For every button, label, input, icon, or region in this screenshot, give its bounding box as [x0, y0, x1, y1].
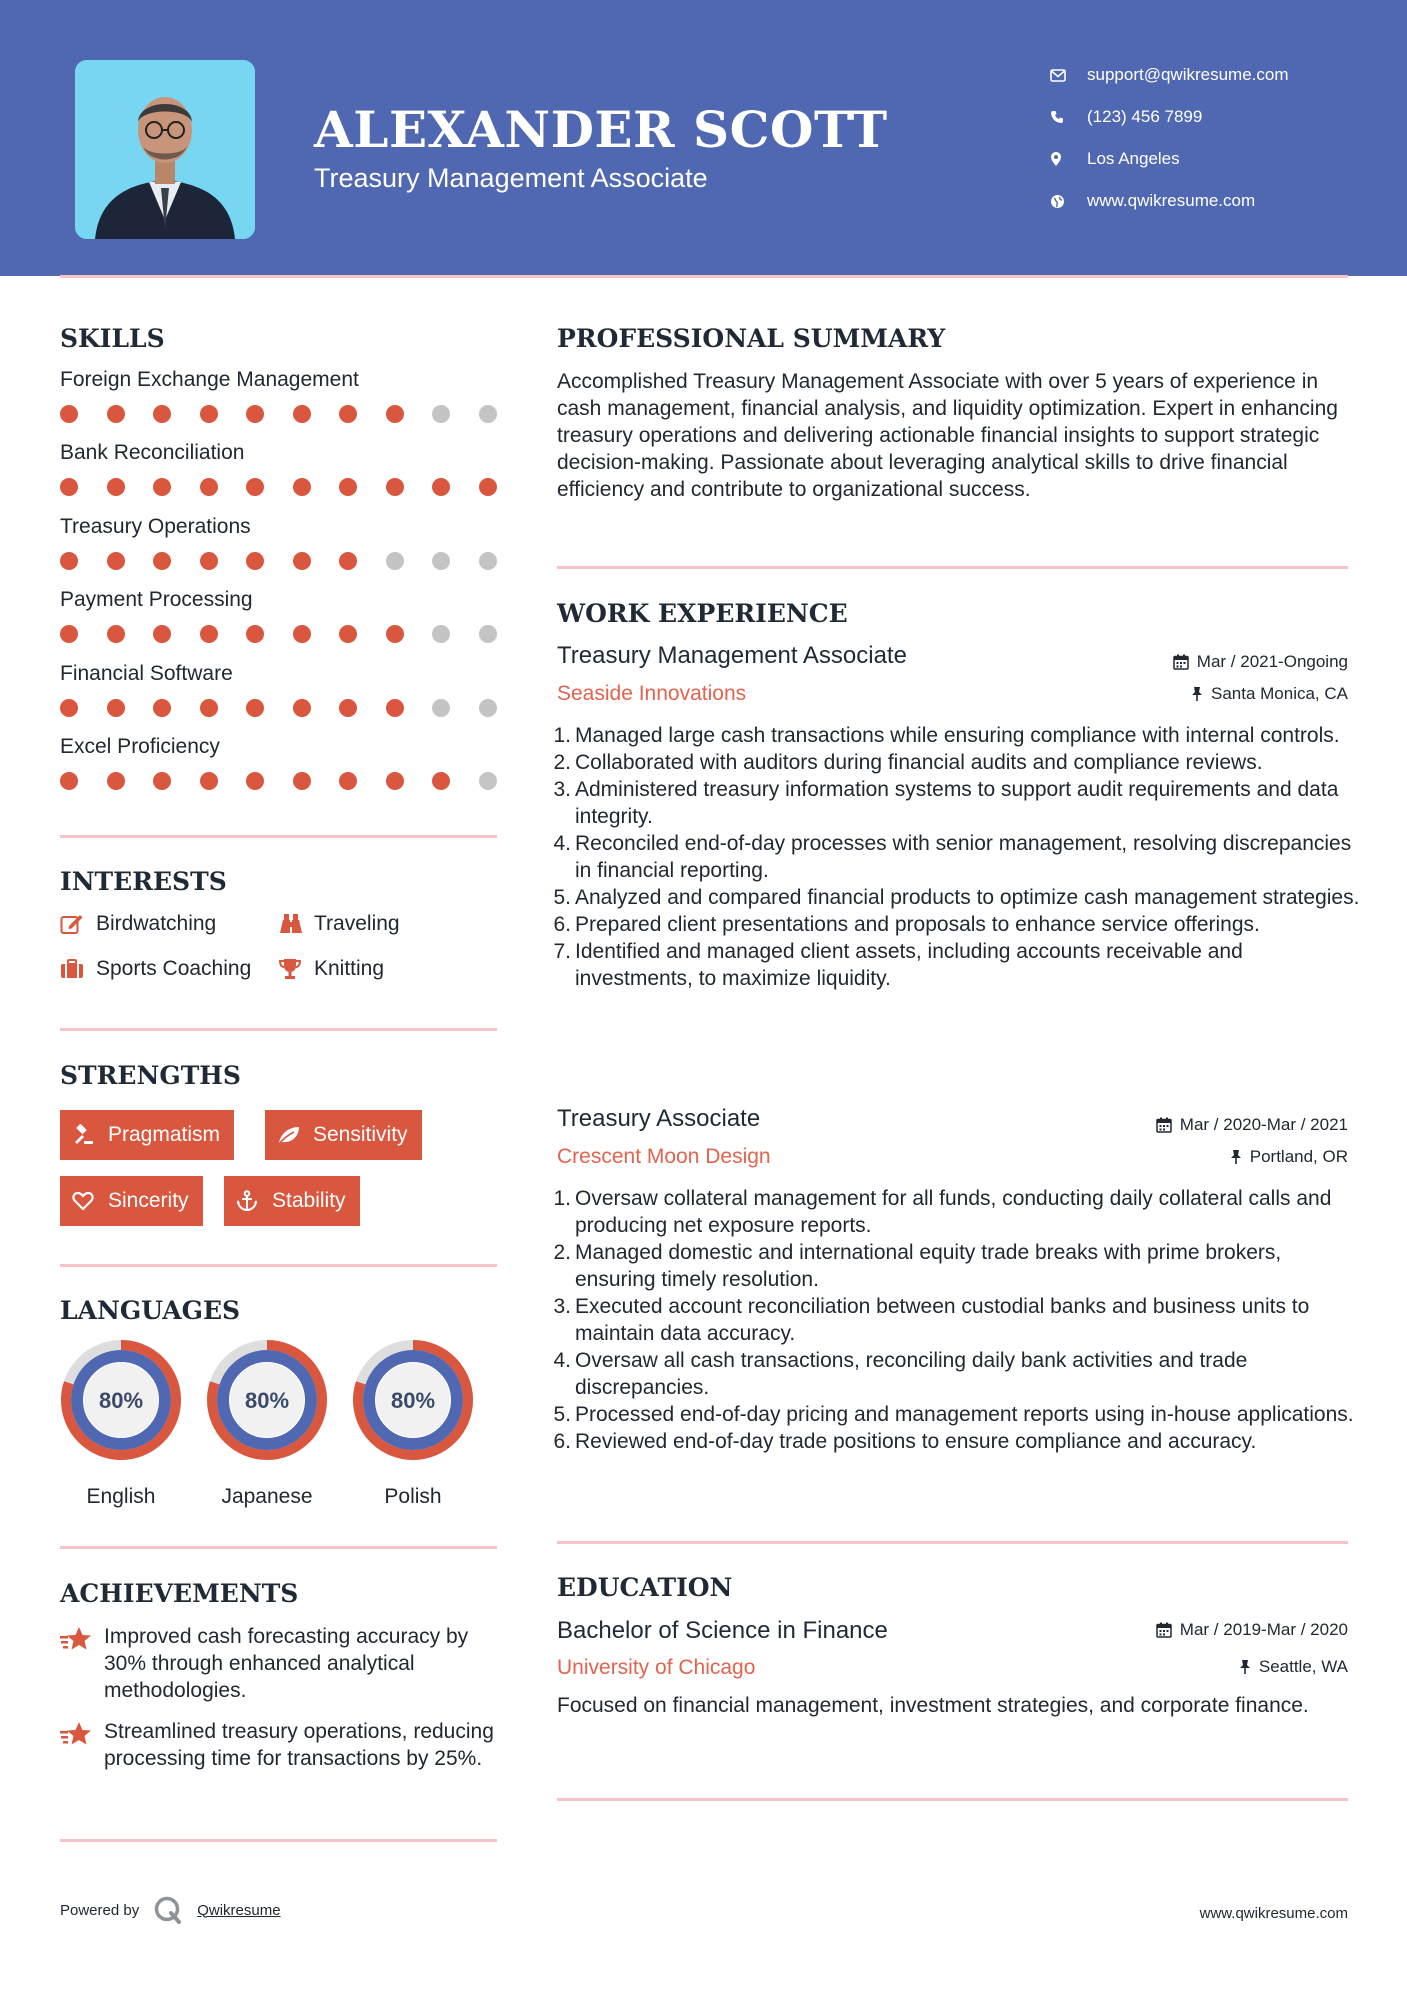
skill-level-dot	[107, 625, 125, 643]
job-bullet: 7. Identified and managed client assets, including accounts receivable and investments, to maximize liquidity.	[575, 938, 1360, 992]
skill-level-dot	[246, 699, 264, 717]
skill-level-dot	[479, 625, 497, 643]
anchor-icon	[236, 1190, 272, 1212]
job-bullet: 3. Administered treasury information systems to support audit requirements and data integrity.	[575, 776, 1360, 830]
job-bullet: 4. Oversaw all cash transactions, reconciling daily bank activities and trade discrepancies.	[575, 1347, 1360, 1401]
strengths-divider	[60, 1264, 497, 1267]
contact-location	[1050, 138, 1390, 180]
skill-level-dot	[479, 552, 497, 570]
interest-item	[278, 957, 384, 981]
skill-name: Treasury Operations	[60, 514, 251, 538]
globe-icon	[1050, 194, 1087, 209]
skill-level-dot	[339, 405, 357, 423]
skill-name: Financial Software	[60, 661, 233, 685]
strength-chip	[224, 1176, 360, 1226]
achievement-item	[60, 1623, 500, 1704]
interest-item	[278, 912, 400, 936]
resume-header	[0, 0, 1407, 276]
strength-label: Pragmatism	[108, 1123, 221, 1146]
phone-icon	[1050, 110, 1087, 124]
qwikresume-logo-icon	[153, 1895, 183, 1925]
education-text: Focused on financial management, investment strategies, and corporate finance.	[557, 1694, 1309, 1717]
skill-level-dot	[60, 772, 78, 790]
person-portrait-icon	[75, 60, 255, 239]
language-progress-ring	[59, 1338, 183, 1462]
header-divider	[60, 275, 1348, 278]
job-date-text: Mar / 2020-Mar / 2021	[1179, 1115, 1348, 1134]
job-date	[1173, 652, 1348, 672]
language-progress-ring	[205, 1338, 329, 1462]
skill-level-dot	[432, 478, 450, 496]
calendar-icon	[1173, 654, 1189, 670]
language-percent: 80%	[244, 1388, 290, 1413]
skill-level-dot	[246, 405, 264, 423]
job-location	[1230, 1147, 1348, 1167]
strength-chip	[265, 1110, 422, 1160]
language-name: Polish	[384, 1485, 442, 1508]
skill-level-dot	[153, 625, 171, 643]
footer-url[interactable]: www.qwikresume.com	[1199, 1905, 1348, 1922]
trophy-icon	[278, 958, 314, 980]
language-percent: 80%	[390, 1388, 436, 1413]
job-location-text: Santa Monica, CA	[1210, 684, 1348, 703]
job-bullet-text: Analyzed and compared financial products to optimize cash management strategies.	[575, 886, 1360, 909]
skill-level-dot	[153, 699, 171, 717]
education-date	[1156, 1620, 1348, 1640]
summary-text: Accomplished Treasury Management Associate with over 5 years of experience in cash management, financial analysis, and liquidity optimization. Expert in enhancing treasury operations and delivering actionable financial insights to support strategic decision-making. Passionate about leveraging analytical skills to drive financial efficiency and contribute to organizational success.	[557, 370, 1338, 501]
job-bullet: 3. Executed account reconciliation between custodial banks and business units to maintain data accuracy.	[575, 1293, 1360, 1347]
interests-divider	[60, 1028, 497, 1031]
contact-phone[interactable]	[1050, 96, 1390, 138]
skill-level-dot	[339, 772, 357, 790]
pushpin-icon	[1239, 1659, 1251, 1675]
skill-level-dot	[60, 478, 78, 496]
profile-photo	[75, 60, 255, 239]
language-name: English	[86, 1485, 156, 1508]
summary-divider	[557, 566, 1348, 569]
skill-level-dot	[386, 625, 404, 643]
education-heading: EDUCATION	[557, 1573, 733, 1602]
map-marker-icon	[1050, 151, 1087, 167]
skill-name: Bank Reconciliation	[60, 441, 245, 465]
education-location-text: Seattle, WA	[1258, 1657, 1348, 1676]
job-bullet-text: Oversaw all cash transactions, reconciling daily bank activities and trade discrepancies.	[575, 1349, 1248, 1399]
contact-website-text: www.qwikresume.com	[1087, 191, 1256, 210]
skill-level-dot	[386, 405, 404, 423]
job-bullet-text: Oversaw collateral management for all funds, conducting daily collateral calls and producing net exposure reports.	[575, 1187, 1332, 1237]
job-company: Crescent Moon Design	[557, 1145, 771, 1168]
languages-divider	[60, 1546, 497, 1549]
interest-label: Knitting	[314, 957, 385, 980]
skill-level-dot	[479, 478, 497, 496]
gavel-icon	[72, 1124, 108, 1146]
contact-phone-text: (123) 456 7899	[1087, 107, 1203, 126]
skill-level-dot	[479, 405, 497, 423]
education-degree: Bachelor of Science in Finance	[557, 1617, 888, 1644]
skills-heading: SKILLS	[60, 324, 165, 353]
skill-level-dot	[293, 625, 311, 643]
skill-level-dot	[60, 405, 78, 423]
job-bullet-text: Managed domestic and international equity trade breaks with prime brokers, ensuring timely resolution.	[575, 1241, 1282, 1291]
skill-level-dot	[107, 405, 125, 423]
pencil-square-icon	[60, 913, 96, 935]
job-location-text: Portland, OR	[1249, 1147, 1348, 1166]
skill-level-dot	[200, 405, 218, 423]
skill-level-dot	[432, 625, 450, 643]
language-item	[59, 1338, 183, 1508]
skill-level-dot	[432, 405, 450, 423]
skill-level-dot	[386, 699, 404, 717]
skill-level-dot	[107, 552, 125, 570]
contact-email[interactable]	[1050, 54, 1390, 96]
skills-divider	[60, 835, 497, 838]
strengths-heading: STRENGTHS	[60, 1061, 241, 1090]
skill-level-dot	[293, 405, 311, 423]
job-bullet: 5. Analyzed and compared financial products to optimize cash management strategies.	[553, 886, 1360, 909]
interest-label: Traveling	[314, 912, 400, 935]
job-bullet: 5. Processed end-of-day pricing and management reports using in-house applications.	[575, 1401, 1360, 1428]
job-bullet: 1. Oversaw collateral management for all funds, conducting daily collateral calls and producing net exposure reports.	[575, 1185, 1360, 1239]
job-bullet-text: Collaborated with auditors during financial audits and compliance reviews.	[575, 751, 1263, 774]
skill-level-dot	[293, 772, 311, 790]
skill-level-dot	[479, 699, 497, 717]
job-bullet-list	[553, 1185, 1360, 1455]
language-name: Japanese	[221, 1485, 313, 1508]
skill-level-dot	[339, 478, 357, 496]
job-location	[1191, 684, 1348, 704]
powered-by-text: Powered by	[60, 1901, 140, 1919]
skill-level-dot	[153, 772, 171, 790]
language-item	[351, 1338, 475, 1508]
candidate-title: Treasury Management Associate	[314, 163, 708, 193]
skill-level-dot	[293, 478, 311, 496]
skill-level-dot	[293, 552, 311, 570]
skill-level-dot	[432, 772, 450, 790]
star-award-icon	[60, 1720, 94, 1753]
education-location	[1239, 1657, 1348, 1677]
briefcase-icon	[60, 959, 96, 979]
job-date-text: Mar / 2021-Ongoing	[1196, 652, 1348, 671]
job-bullet: 6. Prepared client presentations and proposals to enhance service offerings.	[575, 911, 1360, 938]
skill-level-dot	[386, 478, 404, 496]
binoculars-icon	[278, 913, 314, 935]
skill-level-dot	[432, 699, 450, 717]
skill-level-dot	[246, 552, 264, 570]
job-bullet: 1. Managed large cash transactions while ensuring compliance with internal controls.	[575, 722, 1360, 749]
job-bullet-text: Reconciled end-of-day processes with senior management, resolving discrepancies in financial reporting.	[575, 832, 1352, 882]
envelope-icon	[1050, 69, 1087, 82]
job-bullet-text: Prepared client presentations and proposals to enhance service offerings.	[575, 913, 1260, 936]
job-date	[1156, 1115, 1348, 1135]
skill-level-dot	[153, 405, 171, 423]
education-school: University of Chicago	[557, 1656, 756, 1679]
interest-label: Sports Coaching	[96, 957, 252, 980]
summary-heading: PROFESSIONAL SUMMARY	[557, 324, 946, 353]
achievement-text: Streamlined treasury operations, reducing processing time for transactions by 25%.	[104, 1720, 494, 1770]
pushpin-icon	[1191, 686, 1203, 702]
skill-level-dot	[107, 699, 125, 717]
job-role: Treasury Associate	[557, 1105, 761, 1132]
qwikresume-link[interactable]: Qwikresume	[197, 1901, 281, 1919]
job-bullet-text: Executed account reconciliation between custodial banks and business units to maintain data accuracy.	[575, 1295, 1310, 1345]
skill-level-dot	[293, 699, 311, 717]
skill-level-dot	[60, 625, 78, 643]
experience-heading: WORK EXPERIENCE	[557, 599, 848, 628]
job-bullet-text: Processed end-of-day pricing and management reports using in-house applications.	[575, 1403, 1354, 1426]
job-bullet: 2. Collaborated with auditors during financial audits and compliance reviews.	[575, 749, 1360, 776]
skill-level-dot	[153, 552, 171, 570]
language-progress-ring	[351, 1338, 475, 1462]
skill-level-dot	[107, 772, 125, 790]
skill-level-dot	[339, 625, 357, 643]
job-bullet: 4. Reconciled end-of-day processes with senior management, resolving discrepancies in financial reporting.	[575, 830, 1360, 884]
job-bullet-text: Identified and managed client assets, including accounts receivable and investments, to maximize liquidity.	[575, 940, 1243, 990]
education-date-text: Mar / 2019-Mar / 2020	[1179, 1620, 1348, 1639]
skill-level-dot	[479, 772, 497, 790]
contact-location-text: Los Angeles	[1087, 149, 1180, 168]
language-item	[205, 1338, 329, 1508]
achievements-divider	[60, 1839, 497, 1842]
skill-level-dot	[200, 772, 218, 790]
star-award-icon	[60, 1625, 94, 1658]
skill-level-dot	[339, 552, 357, 570]
strength-chip	[60, 1110, 234, 1160]
strength-chip	[60, 1176, 203, 1226]
skill-level-dot	[246, 772, 264, 790]
skill-level-dot	[432, 552, 450, 570]
footer-powered-by	[60, 1895, 281, 1925]
skill-level-dot	[200, 699, 218, 717]
contact-website[interactable]	[1050, 180, 1390, 222]
job-bullet-list	[553, 722, 1360, 992]
skill-level-dot	[200, 478, 218, 496]
skill-level-dot	[60, 699, 78, 717]
achievement-item	[60, 1718, 500, 1772]
job-company: Seaside Innovations	[557, 682, 747, 705]
skill-level-dot	[386, 552, 404, 570]
job-bullet-text: Managed large cash transactions while ensuring compliance with internal controls.	[575, 724, 1340, 747]
skill-name: Payment Processing	[60, 588, 253, 612]
calendar-icon	[1156, 1622, 1172, 1638]
strength-label: Sincerity	[108, 1189, 189, 1212]
contact-email-text: support@qwikresume.com	[1087, 65, 1289, 84]
pushpin-icon	[1230, 1149, 1242, 1165]
achievement-text: Improved cash forecasting accuracy by 30% through enhanced analytical methodologies.	[104, 1625, 469, 1702]
experience-divider	[557, 1541, 1348, 1544]
job-bullet-text: Administered treasury information systems to support audit requirements and data integrity.	[575, 778, 1339, 828]
skill-level-dot	[386, 772, 404, 790]
skill-name: Foreign Exchange Management	[60, 368, 359, 391]
skill-level-dot	[200, 625, 218, 643]
skill-level-dot	[246, 625, 264, 643]
leaf-icon	[277, 1125, 313, 1145]
skill-level-dot	[107, 478, 125, 496]
skill-level-dot	[60, 552, 78, 570]
interest-item	[60, 912, 216, 936]
job-role: Treasury Management Associate	[557, 642, 907, 669]
candidate-name: ALEXANDER SCOTT	[314, 100, 888, 159]
interests-heading: INTERESTS	[60, 867, 227, 896]
skill-level-dot	[153, 478, 171, 496]
skill-level-dot	[200, 552, 218, 570]
heart-icon	[72, 1191, 108, 1211]
contact-list	[1050, 54, 1390, 222]
skill-level-dot	[246, 478, 264, 496]
education-divider	[557, 1798, 1348, 1801]
job-bullet: 6. Reviewed end-of-day trade positions to ensure compliance and accuracy.	[575, 1428, 1360, 1455]
interest-label: Birdwatching	[96, 912, 217, 935]
strength-label: Sensitivity	[313, 1123, 408, 1146]
skill-name: Excel Proficiency	[60, 735, 220, 758]
achievements-heading: ACHIEVEMENTS	[60, 1579, 299, 1608]
skill-level-dot	[339, 699, 357, 717]
language-percent: 80%	[98, 1388, 144, 1413]
job-bullet: 2. Managed domestic and international equity trade breaks with prime brokers, ensuring timely resolution.	[575, 1239, 1360, 1293]
interest-item	[60, 957, 251, 981]
languages-heading: LANGUAGES	[60, 1296, 241, 1325]
strength-label: Stability	[272, 1189, 346, 1212]
job-bullet-text: Reviewed end-of-day trade positions to ensure compliance and accuracy.	[575, 1430, 1257, 1453]
calendar-icon	[1156, 1117, 1172, 1133]
